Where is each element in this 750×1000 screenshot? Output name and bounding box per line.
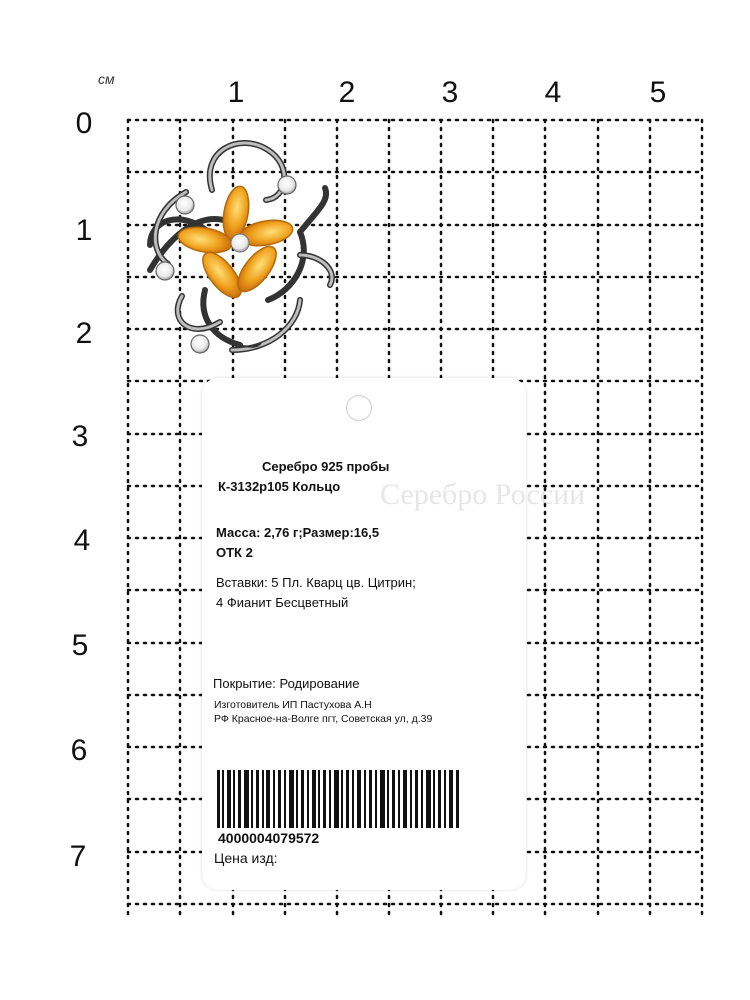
left-number-4: 4 — [73, 524, 91, 557]
tag-maker-1: Изготовитель ИП Пастухова А.Н — [214, 699, 372, 711]
top-number-5: 5 — [649, 76, 667, 109]
top-number-2: 2 — [338, 76, 356, 109]
tag-hole — [346, 395, 372, 421]
top-number-1: 1 — [227, 76, 245, 109]
tag-mass-size: Масса: 2,76 г;Размер:16,5 — [216, 525, 380, 540]
tag-otk: ОТК 2 — [216, 545, 253, 560]
left-number-7: 7 — [69, 840, 87, 873]
left-number-6: 6 — [70, 734, 88, 767]
ring-icon — [150, 143, 332, 353]
barcode — [217, 770, 461, 828]
unit-label: см — [98, 71, 115, 87]
left-number-0: 0 — [75, 107, 93, 140]
price-label: Цена изд: — [214, 850, 278, 866]
top-number-4: 4 — [544, 76, 562, 109]
left-number-2: 2 — [75, 317, 93, 350]
tag-inserts-1: Вставки: 5 Пл. Кварц цв. Цитрин; — [216, 575, 416, 590]
top-number-3: 3 — [441, 76, 459, 109]
left-number-1: 1 — [75, 214, 93, 247]
tag-inserts-2: 4 Фианит Бесцветный — [216, 595, 349, 610]
watermark-text: Серебро России — [380, 478, 586, 511]
barcode-number: 4000004079572 — [218, 830, 320, 846]
left-number-3: 3 — [71, 420, 89, 453]
tag-maker-2: РФ Красное-на-Волге пгт, Советская ул, д.39 — [214, 713, 433, 725]
tag-coating: Покрытие: Родирование — [213, 676, 360, 691]
tag-line-2: К-3132р105 Кольцо — [218, 479, 341, 494]
tag-line-1: Серебро 925 пробы — [262, 459, 390, 474]
left-number-5: 5 — [71, 629, 89, 662]
